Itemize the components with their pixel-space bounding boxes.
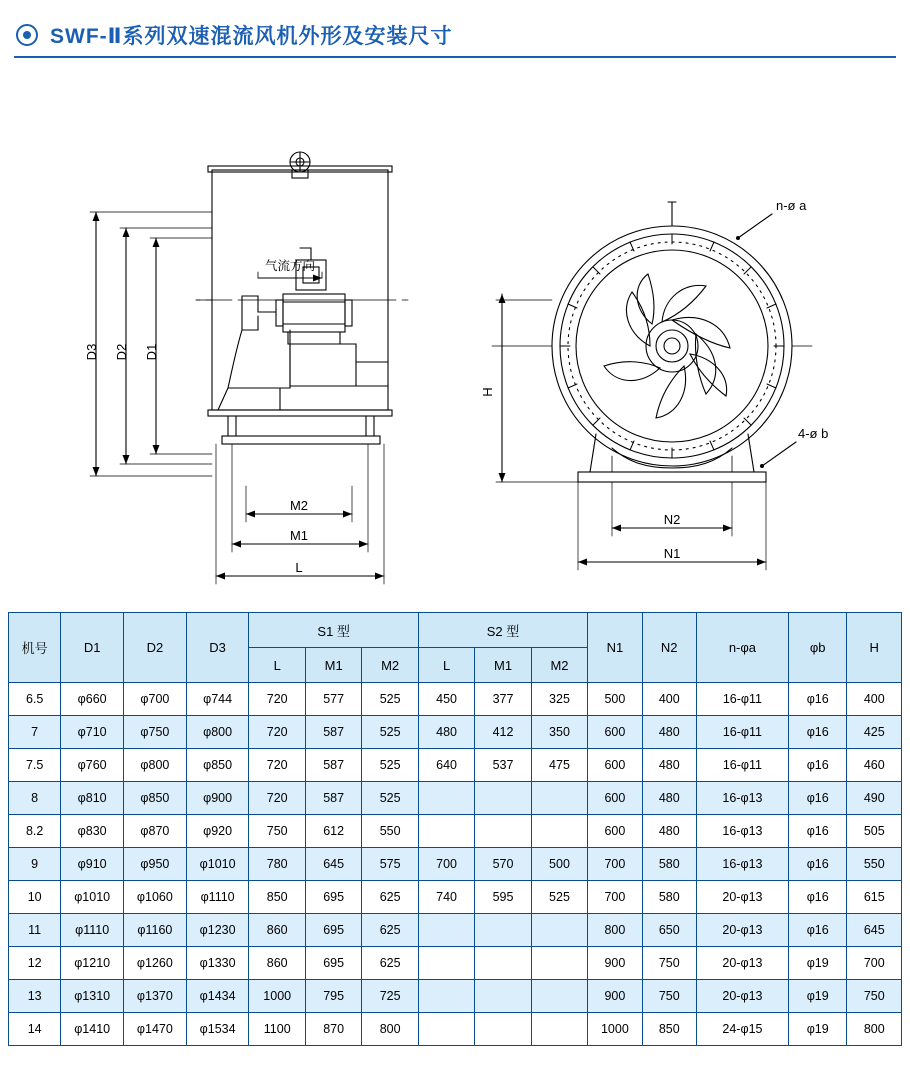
cell-b: φ16	[788, 815, 847, 848]
cell-s1_l: 720	[249, 683, 305, 716]
cell-n2: 480	[642, 815, 696, 848]
cell-d2: φ1260	[124, 947, 187, 980]
cell-n1: 600	[588, 815, 642, 848]
cell-h: 490	[847, 782, 902, 815]
label-n-phi-a: n-ø a	[776, 198, 807, 213]
cell-d3: φ1110	[186, 881, 249, 914]
cell-s2_l: 480	[418, 716, 474, 749]
cell-n2: 580	[642, 881, 696, 914]
cell-d2: φ1160	[124, 914, 187, 947]
cell-h: 425	[847, 716, 902, 749]
cell-model: 11	[9, 914, 61, 947]
foot-left	[228, 416, 236, 436]
cell-s2_m1	[475, 815, 531, 848]
page-header	[0, 0, 910, 62]
cell-model: 8.2	[9, 815, 61, 848]
cell-n2: 480	[642, 782, 696, 815]
label-n2: N2	[663, 512, 681, 527]
th-s1-m1: M1	[305, 648, 361, 683]
cell-s1_m2: 625	[362, 947, 418, 980]
cell-s1_l: 720	[249, 749, 305, 782]
cell-s2_m2: 475	[531, 749, 587, 782]
cell-model: 8	[9, 782, 61, 815]
cell-s1_l: 850	[249, 881, 305, 914]
cell-h: 460	[847, 749, 902, 782]
cell-s2_m1: 377	[475, 683, 531, 716]
cell-n1: 900	[588, 980, 642, 1013]
cell-s1_m2: 525	[362, 683, 418, 716]
cell-h: 800	[847, 1013, 902, 1046]
cell-n2: 750	[642, 947, 696, 980]
cell-b: φ19	[788, 947, 847, 980]
table-row	[9, 980, 902, 1013]
th-h: H	[847, 613, 902, 683]
cell-d1: φ660	[61, 683, 124, 716]
cell-s1_m1: 645	[305, 848, 361, 881]
cell-s2_l	[418, 980, 474, 1013]
label-d3: D3	[84, 343, 99, 361]
cell-n1: 600	[588, 782, 642, 815]
label-d2: D2	[114, 343, 129, 361]
table-row	[9, 815, 902, 848]
cell-d2: φ750	[124, 716, 187, 749]
cell-h: 505	[847, 815, 902, 848]
cell-d3: φ1010	[186, 848, 249, 881]
leader-n-phi-a	[738, 214, 772, 238]
cell-s2_m2: 500	[531, 848, 587, 881]
cell-s2_m2	[531, 815, 587, 848]
cell-s1_m2: 625	[362, 914, 418, 947]
th-n1: N1	[588, 613, 642, 683]
cell-na: 24-φ15	[696, 1013, 788, 1046]
foot-right	[366, 416, 374, 436]
cell-n2: 650	[642, 914, 696, 947]
cell-d2: φ1470	[124, 1013, 187, 1046]
cell-n1: 700	[588, 848, 642, 881]
cell-b: φ16	[788, 848, 847, 881]
th-s2-group: S2 型	[418, 613, 587, 648]
table-row	[9, 716, 902, 749]
cell-s2_l: 640	[418, 749, 474, 782]
cell-s1_m1: 695	[305, 914, 361, 947]
cell-s1_m2: 625	[362, 881, 418, 914]
cell-d1: φ910	[61, 848, 124, 881]
cell-s2_m1: 570	[475, 848, 531, 881]
cell-d1: φ760	[61, 749, 124, 782]
cell-d3: φ920	[186, 815, 249, 848]
cell-na: 16-φ13	[696, 782, 788, 815]
cell-s2_m1	[475, 914, 531, 947]
cell-d1: φ1310	[61, 980, 124, 1013]
cell-n2: 480	[642, 716, 696, 749]
cell-s1_m2: 525	[362, 749, 418, 782]
cell-s1_m2: 550	[362, 815, 418, 848]
cell-d3: φ850	[186, 749, 249, 782]
cell-d1: φ1210	[61, 947, 124, 980]
cell-s2_m1	[475, 980, 531, 1013]
label-4-phi-b: 4-ø b	[798, 426, 829, 441]
cell-s1_m2: 525	[362, 782, 418, 815]
cell-n2: 750	[642, 980, 696, 1013]
cell-d3: φ1534	[186, 1013, 249, 1046]
cell-d2: φ850	[124, 782, 187, 815]
cell-na: 16-φ11	[696, 749, 788, 782]
cell-b: φ19	[788, 980, 847, 1013]
cell-s1_m1: 587	[305, 749, 361, 782]
cell-s1_l: 750	[249, 815, 305, 848]
cell-s1_m1: 870	[305, 1013, 361, 1046]
cell-d3: φ1330	[186, 947, 249, 980]
cell-model: 10	[9, 881, 61, 914]
cell-d3: φ744	[186, 683, 249, 716]
cell-s1_m1: 612	[305, 815, 361, 848]
housing-outer-circle	[552, 226, 792, 466]
cell-s2_l	[418, 914, 474, 947]
cell-na: 20-φ13	[696, 980, 788, 1013]
cell-s1_l: 720	[249, 716, 305, 749]
cell-b: φ16	[788, 749, 847, 782]
label-d1: D1	[144, 343, 159, 361]
cell-n1: 600	[588, 749, 642, 782]
cell-s2_l: 700	[418, 848, 474, 881]
cell-d1: φ1410	[61, 1013, 124, 1046]
cell-s2_m2	[531, 782, 587, 815]
cell-s1_m1: 795	[305, 980, 361, 1013]
cell-s1_m1: 695	[305, 881, 361, 914]
cell-s2_m2: 350	[531, 716, 587, 749]
table-row	[9, 1013, 902, 1046]
cell-s2_m1: 595	[475, 881, 531, 914]
cell-s1_m2: 575	[362, 848, 418, 881]
cell-s2_m1	[475, 1013, 531, 1046]
cell-s1_m1: 695	[305, 947, 361, 980]
cell-s1_m1: 577	[305, 683, 361, 716]
cell-model: 12	[9, 947, 61, 980]
spec-table	[8, 612, 902, 1046]
cell-n2: 580	[642, 848, 696, 881]
cell-na: 16-φ13	[696, 815, 788, 848]
cell-b: φ19	[788, 1013, 847, 1046]
cell-s2_m2: 525	[531, 881, 587, 914]
cell-model: 14	[9, 1013, 61, 1046]
inlet-cone	[228, 330, 290, 388]
cell-d1: φ810	[61, 782, 124, 815]
cell-na: 20-φ13	[696, 914, 788, 947]
base-plate	[222, 436, 380, 444]
table-row	[9, 914, 902, 947]
cell-model: 13	[9, 980, 61, 1013]
table-row	[9, 848, 902, 881]
th-s1-l: L	[249, 648, 305, 683]
cell-n1: 600	[588, 716, 642, 749]
cell-b: φ16	[788, 914, 847, 947]
cell-model: 7	[9, 716, 61, 749]
cell-d2: φ950	[124, 848, 187, 881]
cell-model: 7.5	[9, 749, 61, 782]
cell-s2_m2	[531, 914, 587, 947]
cell-d1: φ710	[61, 716, 124, 749]
th-n-phi-a: n-φa	[696, 613, 788, 683]
th-s2-l: L	[418, 648, 474, 683]
impeller-blades	[604, 274, 730, 418]
cell-b: φ16	[788, 716, 847, 749]
cell-na: 20-φ13	[696, 947, 788, 980]
cell-n2: 480	[642, 749, 696, 782]
cell-d2: φ1370	[124, 980, 187, 1013]
fan-outline-drawing	[0, 62, 910, 600]
cell-n1: 500	[588, 683, 642, 716]
target-circle-icon	[16, 24, 38, 46]
cell-n2: 400	[642, 683, 696, 716]
cell-model: 6.5	[9, 683, 61, 716]
cell-d2: φ1060	[124, 881, 187, 914]
hub-shaft	[242, 296, 276, 330]
base-plate-front	[578, 472, 766, 482]
cell-n1: 700	[588, 881, 642, 914]
cell-s1_l: 1100	[249, 1013, 305, 1046]
cell-na: 16-φ11	[696, 716, 788, 749]
cell-b: φ16	[788, 683, 847, 716]
th-s1-group: S1 型	[249, 613, 418, 648]
th-model: 机号	[9, 613, 61, 683]
table-row	[9, 881, 902, 914]
table-row	[9, 683, 902, 716]
cell-na: 20-φ13	[696, 881, 788, 914]
cell-n1: 800	[588, 914, 642, 947]
cell-s1_m1: 587	[305, 716, 361, 749]
cell-h: 700	[847, 947, 902, 980]
cell-d3: φ1230	[186, 914, 249, 947]
th-d3: D3	[186, 613, 249, 683]
flange-bolt-ticks	[560, 234, 784, 458]
cell-d1: φ830	[61, 815, 124, 848]
th-phi-b: φb	[788, 613, 847, 683]
cell-s1_m2: 525	[362, 716, 418, 749]
cell-s1_m2: 725	[362, 980, 418, 1013]
cell-s1_m1: 587	[305, 782, 361, 815]
label-n1: N1	[663, 546, 681, 561]
cell-n2: 850	[642, 1013, 696, 1046]
label-airflow: 气流方向	[264, 259, 316, 273]
cell-s2_m1	[475, 947, 531, 980]
label-l: L	[295, 560, 303, 575]
hub-circle	[646, 320, 698, 372]
th-d2: D2	[124, 613, 187, 683]
cell-s2_m1: 537	[475, 749, 531, 782]
th-s2-m1: M1	[475, 648, 531, 683]
cell-s2_m2	[531, 1013, 587, 1046]
cell-s2_l: 450	[418, 683, 474, 716]
cell-d2: φ700	[124, 683, 187, 716]
cell-s2_l	[418, 1013, 474, 1046]
motor-base	[288, 332, 340, 344]
cell-d1: φ1110	[61, 914, 124, 947]
cell-s2_m1: 412	[475, 716, 531, 749]
th-s1-m2: M2	[362, 648, 418, 683]
cell-s2_l: 740	[418, 881, 474, 914]
label-h: H	[480, 387, 495, 397]
cell-na: 16-φ11	[696, 683, 788, 716]
label-m1: M1	[289, 528, 309, 543]
cell-na: 16-φ13	[696, 848, 788, 881]
spec-table-container	[8, 612, 902, 1046]
cell-h: 645	[847, 914, 902, 947]
cell-s1_l: 720	[249, 782, 305, 815]
cell-s2_l	[418, 815, 474, 848]
label-m2: M2	[289, 498, 309, 513]
cell-d3: φ900	[186, 782, 249, 815]
cell-s1_l: 780	[249, 848, 305, 881]
cell-d2: φ800	[124, 749, 187, 782]
page-title: SWF-Ⅱ系列双速混流风机外形及安装尺寸	[50, 25, 453, 48]
spec-table-body	[9, 683, 902, 1046]
table-row	[9, 749, 902, 782]
th-n2: N2	[642, 613, 696, 683]
cell-d1: φ1010	[61, 881, 124, 914]
cell-s2_m2: 325	[531, 683, 587, 716]
table-row	[9, 782, 902, 815]
cell-s2_m1	[475, 782, 531, 815]
cell-b: φ16	[788, 782, 847, 815]
impeller-box	[290, 344, 356, 386]
header-divider	[14, 56, 896, 58]
shroud-circle	[576, 250, 768, 442]
cell-model: 9	[9, 848, 61, 881]
cell-s2_m2	[531, 947, 587, 980]
cell-h: 400	[847, 683, 902, 716]
bottom-flange	[208, 410, 392, 416]
cell-n1: 1000	[588, 1013, 642, 1046]
cell-n1: 900	[588, 947, 642, 980]
cell-s2_m2	[531, 980, 587, 1013]
cell-s1_m2: 800	[362, 1013, 418, 1046]
table-row	[9, 947, 902, 980]
cell-s1_l: 860	[249, 947, 305, 980]
cell-d3: φ800	[186, 716, 249, 749]
technical-drawing	[0, 62, 910, 600]
cell-s2_l	[418, 947, 474, 980]
cell-b: φ16	[788, 881, 847, 914]
cell-s2_l	[418, 782, 474, 815]
cell-s1_l: 860	[249, 914, 305, 947]
cell-h: 750	[847, 980, 902, 1013]
cell-d2: φ870	[124, 815, 187, 848]
cell-d3: φ1434	[186, 980, 249, 1013]
cell-h: 615	[847, 881, 902, 914]
th-s2-m2: M2	[531, 648, 587, 683]
th-d1: D1	[61, 613, 124, 683]
cell-s1_l: 1000	[249, 980, 305, 1013]
leader-4-phi-b	[762, 442, 796, 466]
cell-h: 550	[847, 848, 902, 881]
